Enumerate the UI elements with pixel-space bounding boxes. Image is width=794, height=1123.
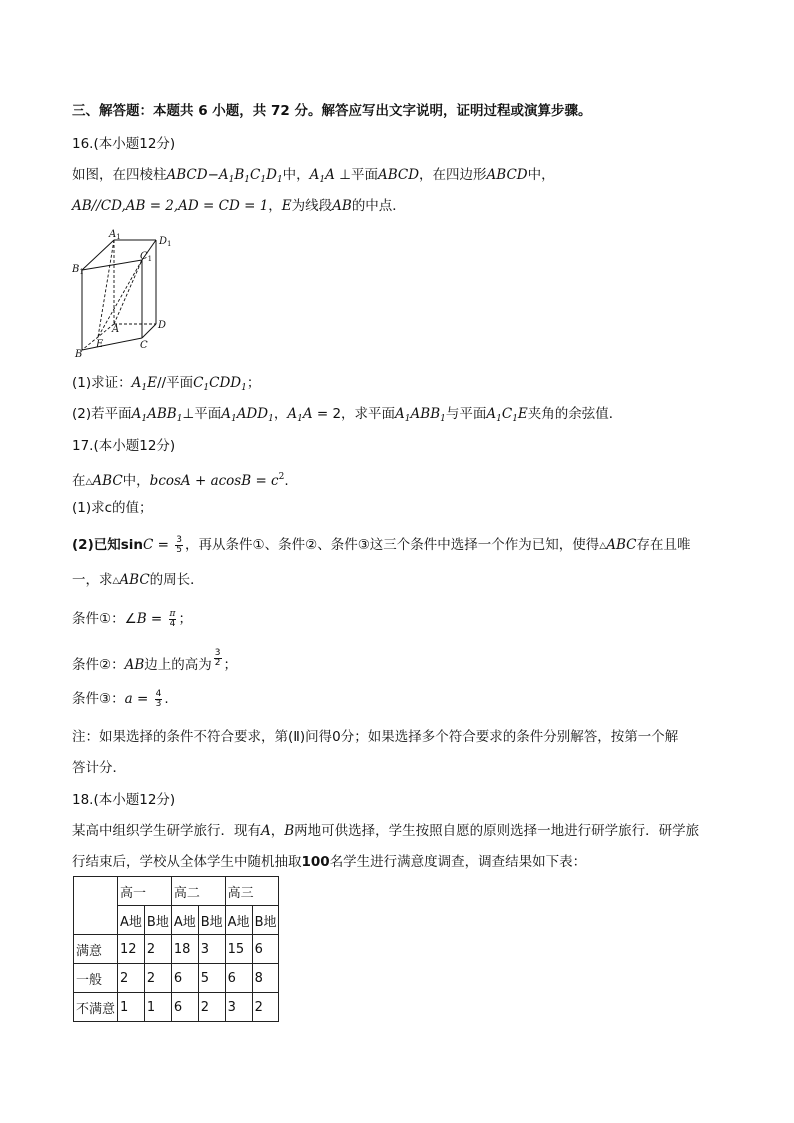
place-header: B地 — [144, 906, 171, 935]
table-corner-cell — [74, 877, 118, 935]
row-label: 不满意 — [74, 993, 118, 1022]
table-cell: 6 — [171, 964, 198, 993]
q17-part2: (2)已知sinC = $\frac{3}{5}$ ，再从条件①、条件②、条件③这三个条件中选择一个作为已知，使得△ABC存在且唯 — [72, 534, 691, 555]
label-a: A — [112, 324, 120, 335]
q18-line1: 某高中组织学生研学旅行．现有A，B两地可供选择，学生按照自愿的原则选择一地进行研学旅行．研学旅 — [72, 823, 700, 839]
hidden-edge-c1e — [98, 260, 142, 337]
place-header: B地 — [252, 906, 279, 935]
q17-condition-1: 条件①：∠B = $\frac{\pi}{4}$ ； — [72, 608, 192, 629]
survey-table — [73, 876, 279, 1022]
table-row — [74, 964, 279, 993]
place-header: A地 — [171, 906, 198, 935]
table-cell: 6 — [171, 993, 198, 1022]
table-cell: 6 — [252, 935, 279, 964]
row-label: 一般 — [74, 964, 118, 993]
q17-part2-cont: 一，求△ABC的周长． — [72, 572, 204, 588]
q16-part2: (2)若平面$A_1ABB_1\perp$平面$A_1ADD_1$，$A_1A = 2$，求平面$A_1ABB_1$与平面$A_1C_1E$夹角的余弦值． — [72, 406, 623, 424]
table-cell: 12 — [118, 935, 145, 964]
q17-condition-2: 条件②：AB边上的高为 $\frac{3}{2}$ ； — [72, 648, 238, 673]
table-cell: 8 — [252, 964, 279, 993]
table-cell: 2 — [252, 993, 279, 1022]
label-c: C — [140, 340, 148, 351]
q17-note-line2: 答计分． — [72, 760, 126, 776]
place-header: A地 — [118, 906, 145, 935]
section-header: 三、解答题：本题共 6 小题，共 72 分。解答应写出文字说明，证明过程或演算步骤。 — [72, 103, 592, 119]
q16-heading: 16.(本小题12分) — [72, 136, 176, 152]
table-cell: 18 — [171, 935, 198, 964]
label-d: D — [158, 320, 167, 331]
place-header: A地 — [225, 906, 252, 935]
label-a1: $A_1$ — [109, 229, 121, 241]
table-cell: 2 — [144, 935, 171, 964]
q17-part1: (1)求c的值； — [72, 500, 153, 516]
table-cell: 2 — [118, 964, 145, 993]
q16-part1: (1)求证：$A_1E//$平面$C_1CDD_1$； — [72, 375, 261, 393]
label-d1: $D_1$ — [159, 236, 172, 248]
label-c1: $C_1$ — [140, 251, 153, 263]
edge-bc — [82, 338, 142, 350]
table-cell: 2 — [198, 993, 225, 1022]
table-cell: 1 — [144, 993, 171, 1022]
q17-note-line1: 注：如果选择的条件不符合要求，第(Ⅱ)问得0分；如果选择多个符合要求的条件分别解答，按第一个解 — [72, 729, 679, 745]
label-e: E — [96, 339, 104, 350]
label-b1: $B_1$ — [72, 264, 84, 276]
table-row — [74, 993, 279, 1022]
q18-heading: 18.(本小题12分) — [72, 792, 176, 808]
q16-intro: 如图，在四棱柱$ABCD-A_1B_1C_1D_1$中，$A_1A$ ⊥平面ABCD，在四边形ABCD中， — [72, 167, 555, 185]
prism-figure — [72, 228, 182, 358]
grade-header: 高二 — [171, 877, 225, 906]
row-label: 满意 — [74, 935, 118, 964]
hidden-edge-ac1 — [114, 260, 142, 324]
grade-header: 高三 — [225, 877, 279, 906]
edge-cd — [142, 324, 156, 338]
table-cell: 3 — [225, 993, 252, 1022]
q16-conditions: AB//CD,AB = 2,AD = CD = 1，E为线段AB的中点． — [72, 198, 406, 214]
table-cell: 15 — [225, 935, 252, 964]
q17-heading: 17.(本小题12分) — [72, 438, 176, 454]
table-cell: 2 — [144, 964, 171, 993]
label-b: B — [75, 349, 83, 358]
table-cell: 5 — [198, 964, 225, 993]
table-cell: 6 — [225, 964, 252, 993]
table-row — [74, 935, 279, 964]
place-header: B地 — [198, 906, 225, 935]
grade-header: 高一 — [118, 877, 172, 906]
table-cell: 1 — [118, 993, 145, 1022]
q17-line1: 在△ABC中，$bcosA + acosB = c^2$. — [72, 472, 289, 489]
q18-line2: 行结束后，学校从全体学生中随机抽取100名学生进行满意度调查，调查结果如下表： — [72, 854, 587, 870]
table-cell: 3 — [198, 935, 225, 964]
q17-condition-3: 条件③：a = $\frac{4}{3}$ . — [72, 688, 169, 709]
